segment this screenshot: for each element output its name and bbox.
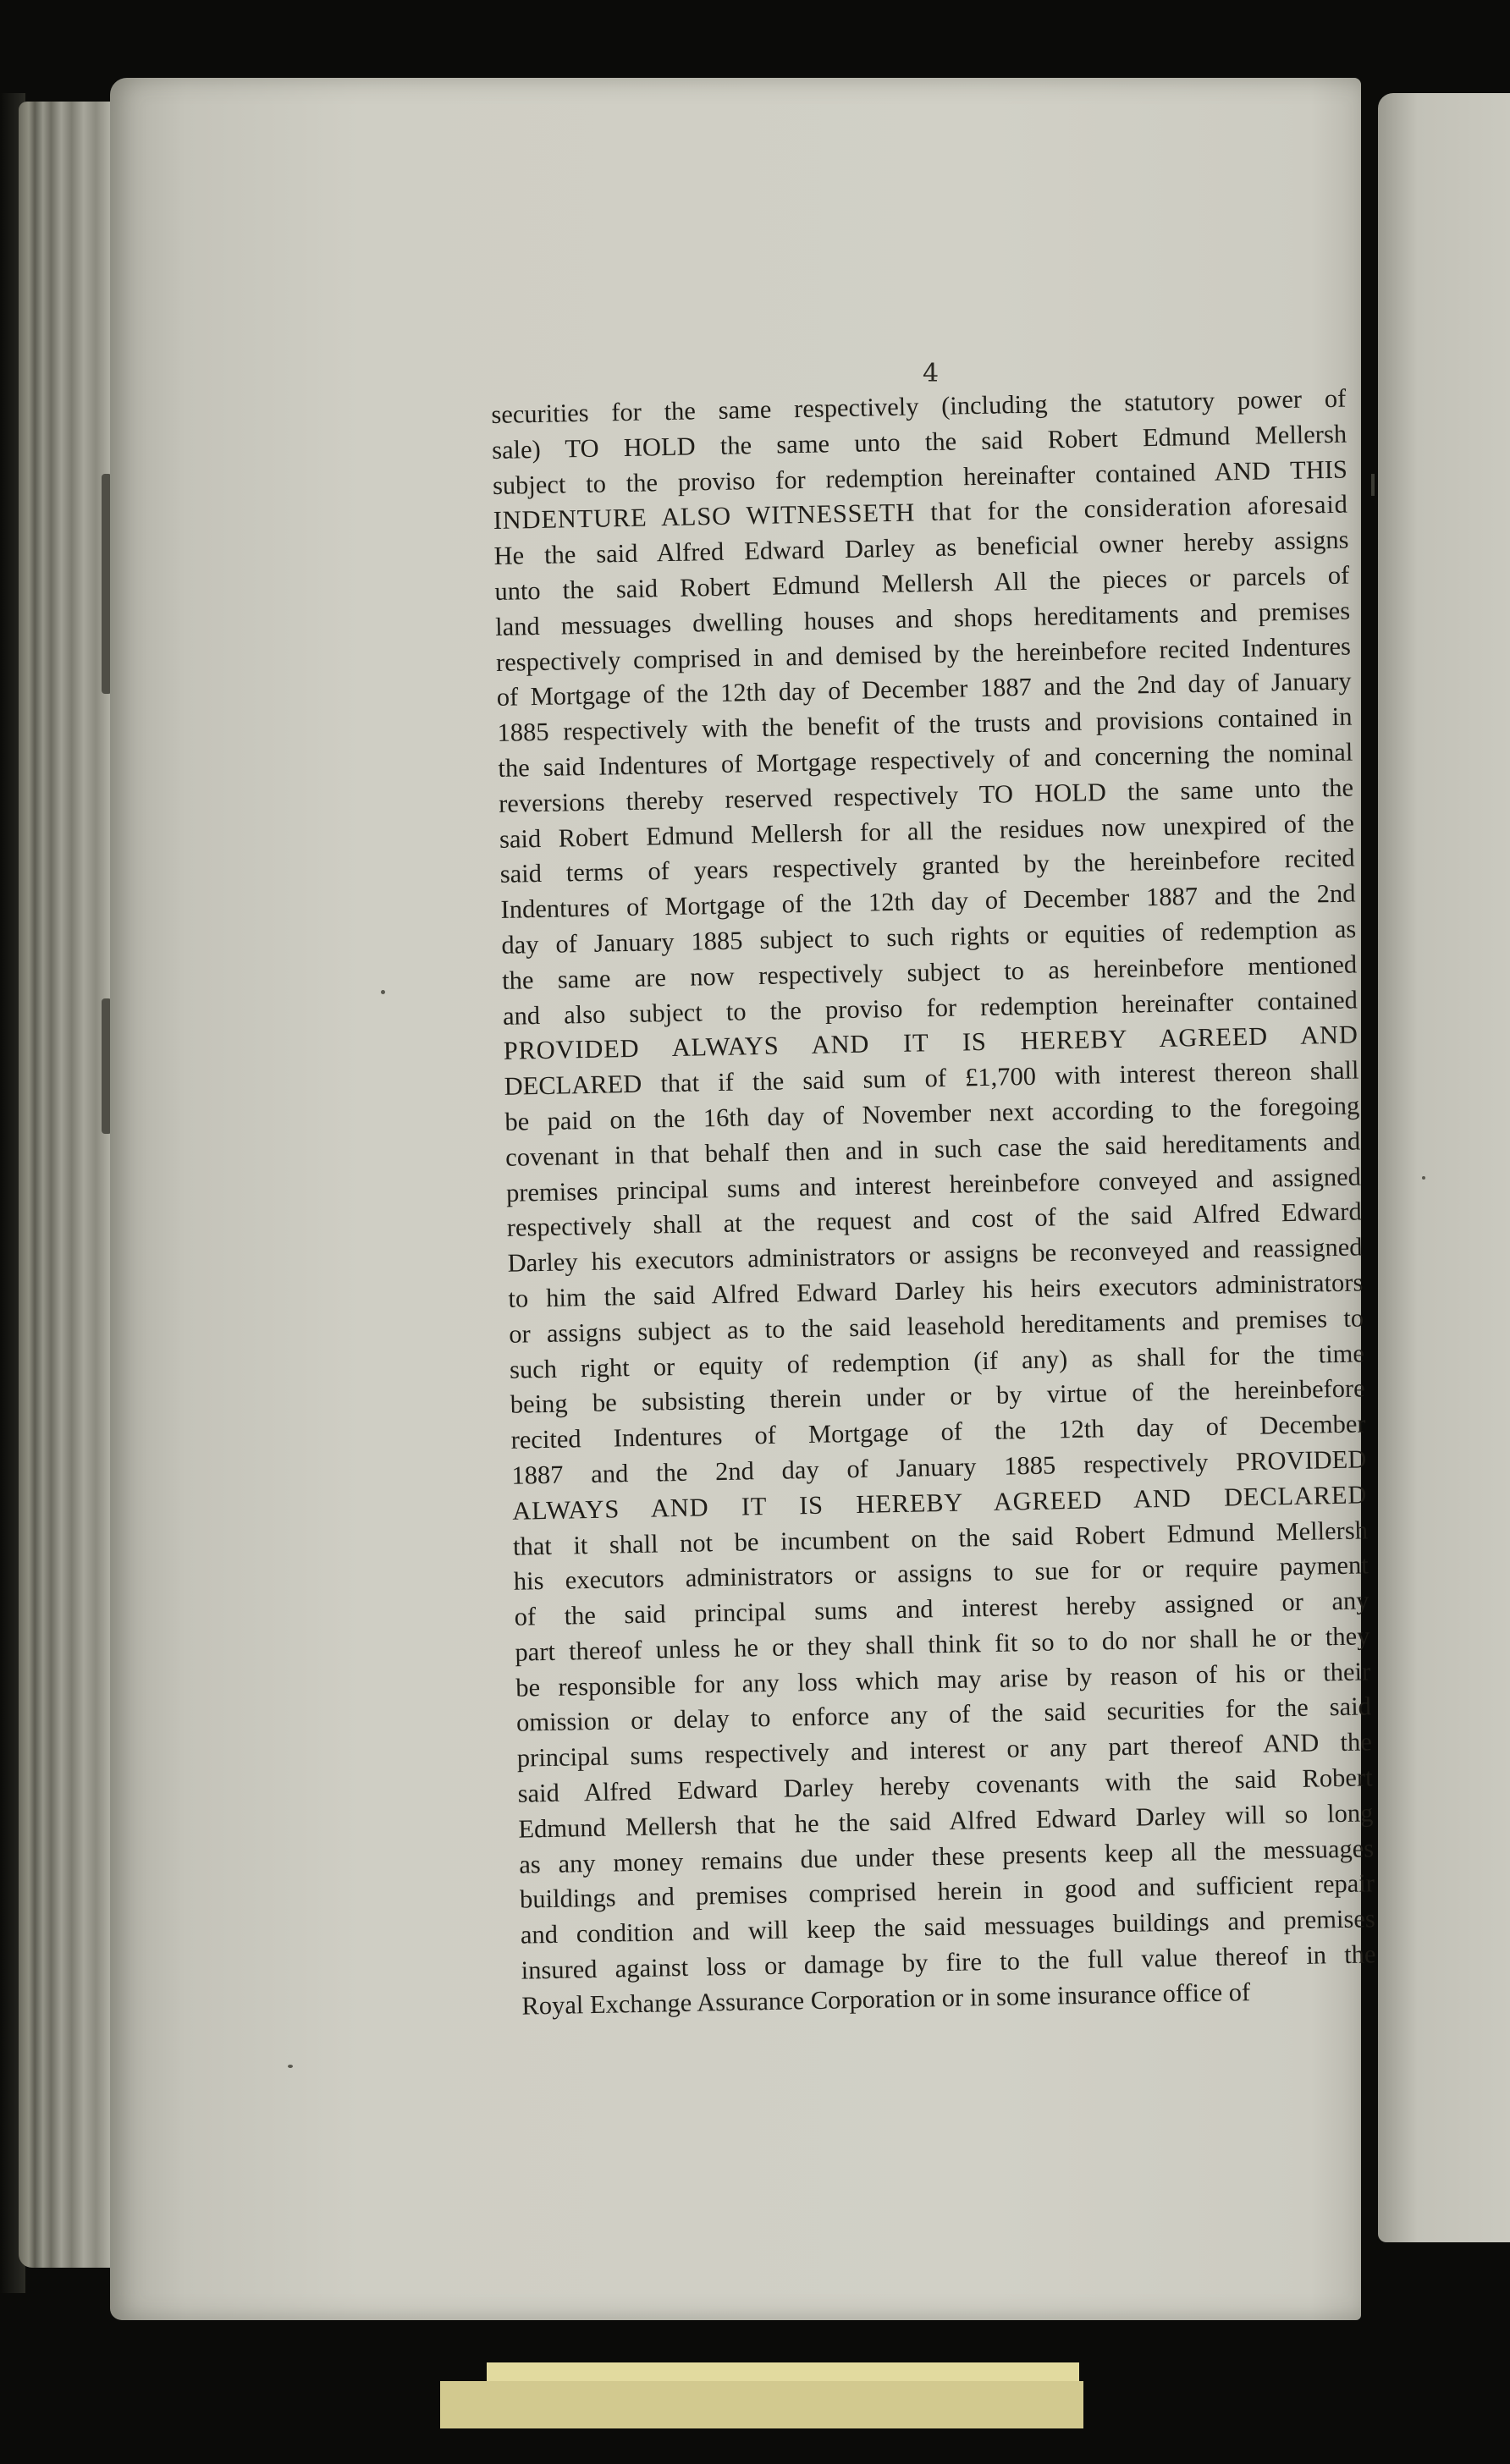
text-line: 1885 respectively with the benefit of the trusts and provisions contained in <box>497 701 1353 748</box>
text-line: covenant in that behalf then and in such case the said hereditaments and <box>504 1126 1361 1172</box>
text-line: omission or delay to enforce any of the said securities for the said <box>515 1691 1372 1738</box>
text-line: PROVIDED ALWAYS AND IT IS HEREBY AGREED AND <box>503 1020 1358 1066</box>
text-line: insured against loss or damage by fire to the full value thereof in the <box>521 1939 1376 1985</box>
page-mark <box>1371 474 1375 496</box>
text-line: reversions thereby reserved respectively TO HOLD the same unto the <box>498 773 1354 818</box>
page-number: 4 <box>923 359 940 388</box>
text-line: land messuages dwelling houses and shops hereditaments and premises <box>494 596 1351 641</box>
text-line: the same are now respectively subject to as hereinbefore mentioned <box>501 949 1358 995</box>
paper-speck <box>288 2065 293 2068</box>
text-line: DECLARED that if the said sum of £1,700 with interest thereon shall <box>504 1055 1359 1101</box>
text-line: 1887 and the 2nd day of January 1885 respectively PROVIDED <box>511 1444 1367 1490</box>
text-line: as any money remains due under these presents keep all the messuages <box>518 1833 1375 1879</box>
text-line: premises principal sums and interest hereinbefore conveyed and assigned <box>505 1161 1362 1207</box>
paper-speck <box>1422 1176 1425 1180</box>
text-line: Darley his executors administrators or assigns be reconveyed and reassigned <box>507 1232 1363 1278</box>
text-line: unto the said Robert Edmund Mellersh All the pieces or parcels of <box>494 560 1350 606</box>
text-line: such right or equity of redemption (if any) as shall for the time <box>509 1338 1365 1384</box>
text-line: He the said Alfred Edward Darley as beneficial owner hereby assigns <box>493 525 1349 571</box>
paper-slip <box>440 2381 1083 2428</box>
text-line: ALWAYS AND IT IS HEREBY AGREED AND DECLARED <box>511 1480 1368 1526</box>
text-line: of the said principal sums and interest hereby assigned or any <box>514 1586 1369 1631</box>
text-line: the said Indentures of Mortgage respectively of and concerning the nominal <box>498 737 1353 783</box>
text-line: Edmund Mellersh that he the said Alfred Edward Darley will so long <box>518 1798 1374 1844</box>
page-edges-stack <box>19 102 120 2268</box>
facing-page-edge <box>1378 93 1510 2242</box>
text-line: his executors administrators or assigns to sue for or require payment <box>513 1550 1369 1597</box>
text-line: sale) TO HOLD the same unto the said Robert Edmund Mellersh <box>491 419 1347 465</box>
paper-speck <box>381 990 385 994</box>
text-line: INDENTURE ALSO WITNESSETH that for the consideration aforesaid <box>493 489 1348 536</box>
text-line: and also subject to the proviso for redemption hereinafter contained <box>502 985 1358 1031</box>
text-line: that it shall not be incumbent on the said Robert Edmund Mellersh <box>512 1515 1369 1561</box>
text-line: said Alfred Edward Darley hereby covenants with the said Robert <box>517 1763 1373 1808</box>
text-line: buildings and premises comprised herein in good and sufficient repair <box>519 1868 1375 1915</box>
text-line: be responsible for any loss which may arise by reason of his or their <box>515 1657 1371 1702</box>
text-line: or assigns subject as to the said leasehold hereditaments and premises to <box>508 1303 1364 1349</box>
text-line: securities for the same respectively (including the statutory power of <box>491 383 1347 429</box>
text-line: said Robert Edmund Mellersh for all the residues now unexpired of the <box>499 808 1355 854</box>
text-line: subject to the proviso for redemption hereinafter contained AND THIS <box>492 454 1348 500</box>
text-line: day of January 1885 subject to such rights or equities of redemption as <box>501 914 1357 960</box>
text-line: recited Indentures of Mortgage of the 12th day of December <box>510 1409 1366 1455</box>
text-line: Indentures of Mortgage of the 12th day of December 1887 and the 2nd <box>500 878 1356 925</box>
text-line: to him the said Alfred Edward Darley his heirs executors administrators <box>508 1268 1364 1313</box>
text-line: Royal Exchange Assurance Corporation or in some insurance office of <box>521 1977 1251 2021</box>
text-line: said terms of years respectively granted by the hereinbefore recited <box>499 843 1355 889</box>
text-line: part thereof unless he or they shall think fit so to do nor shall he or they <box>515 1621 1370 1667</box>
text-line: respectively shall at the request and cost of the said Alfred Edward <box>506 1196 1362 1243</box>
text-line: and condition and will keep the said messuages buildings and premises <box>520 1904 1376 1950</box>
text-line: principal sums respectively and interest or any part thereof AND the <box>516 1727 1373 1773</box>
text-line: be paid on the 16th day of November next according to the foregoing <box>504 1091 1360 1136</box>
text-line: being be subsisting therein under or by virtue of the hereinbefore <box>510 1373 1365 1420</box>
text-line: of Mortgage of the 12th day of December 1887 and the 2nd day of January <box>496 666 1352 712</box>
text-line: respectively comprised in and demised by the hereinbefore recited Indentures <box>495 631 1352 677</box>
document-body <box>491 381 1394 2024</box>
